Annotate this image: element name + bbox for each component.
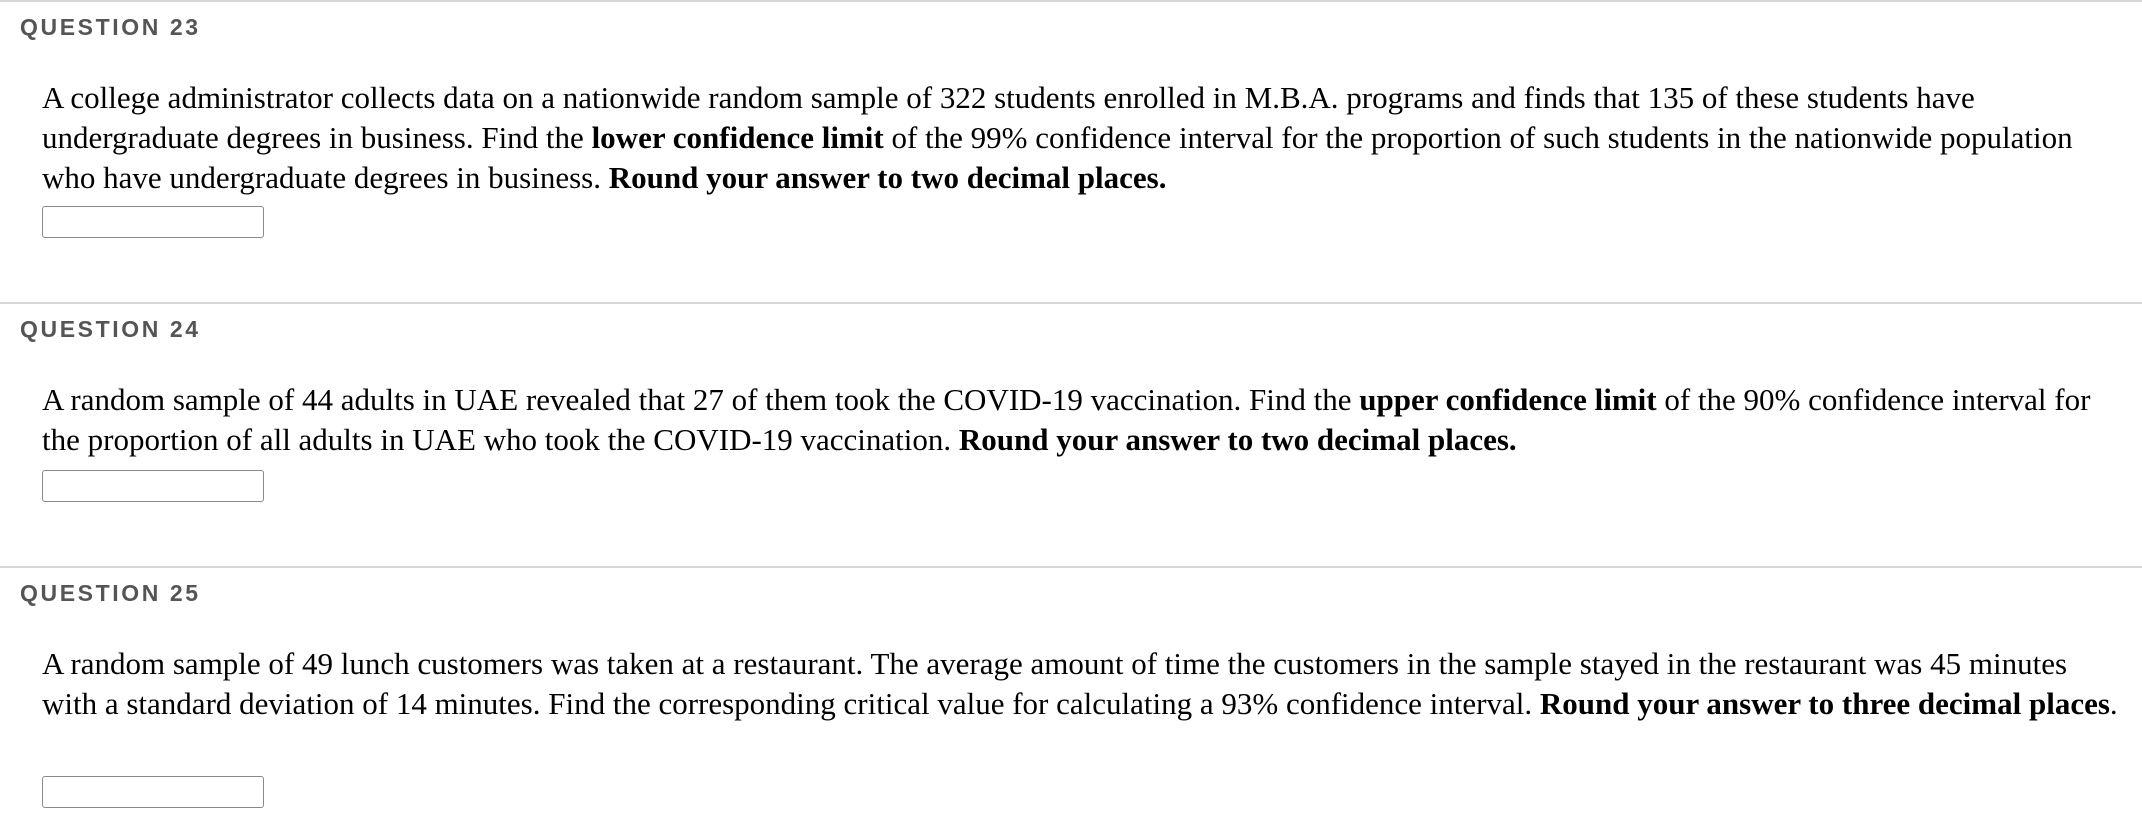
question-23-emphasis-1: lower confidence limit xyxy=(591,120,884,155)
question-24-text xyxy=(42,380,2122,460)
question-25-section xyxy=(0,566,2142,836)
question-24-text-part-1: A random sample of 44 adults in UAE revealed that 27 of them took the COVID-19 vaccination. Find the xyxy=(42,382,1360,417)
question-24-header: QUESTION 24 xyxy=(20,316,201,342)
question-23-text-part-2: of the 99% confidence interval for the proportion of such students in the nationwide population who have undergraduate degrees in business. xyxy=(42,120,2073,195)
question-25-text-part-1: A random sample of 49 lunch customers was taken at a restaurant. The average amount of time the customers in the sample stayed in the restaurant was 45 minutes with a standard deviation of 14 minutes. Find the corresponding critical value for calculating a 93% confidence interval. xyxy=(42,646,2068,721)
question-24-section xyxy=(0,302,2142,566)
question-25-answer-input[interactable] xyxy=(42,776,264,808)
question-25-text xyxy=(42,644,2122,724)
question-24-emphasis-2: Round your answer to two decimal places. xyxy=(958,422,1517,457)
question-24-answer-input[interactable] xyxy=(42,470,264,502)
question-25-header: QUESTION 25 xyxy=(20,580,201,606)
question-25-emphasis-1: Round your answer to three decimal places xyxy=(1539,686,2110,721)
question-24-emphasis-1: upper confidence limit xyxy=(1359,382,1657,417)
question-23-header: QUESTION 23 xyxy=(20,14,201,40)
question-23-emphasis-2: Round your answer to two decimal places. xyxy=(608,160,1167,195)
question-23-text-part-1: A college administrator collects data on a nationwide random sample of 322 students enrolled in M.B.A. programs and finds that 135 of these students have undergraduate degrees in business. Find the xyxy=(42,80,1975,155)
question-24-text-part-2: of the 90% confidence interval for the proportion of all adults in UAE who took the COVID-19 vaccination. xyxy=(42,382,2091,457)
question-23-text xyxy=(42,78,2122,198)
question-23-section xyxy=(0,0,2142,302)
question-25-text-part-2: . xyxy=(2109,686,2118,721)
question-23-answer-input[interactable] xyxy=(42,206,264,238)
